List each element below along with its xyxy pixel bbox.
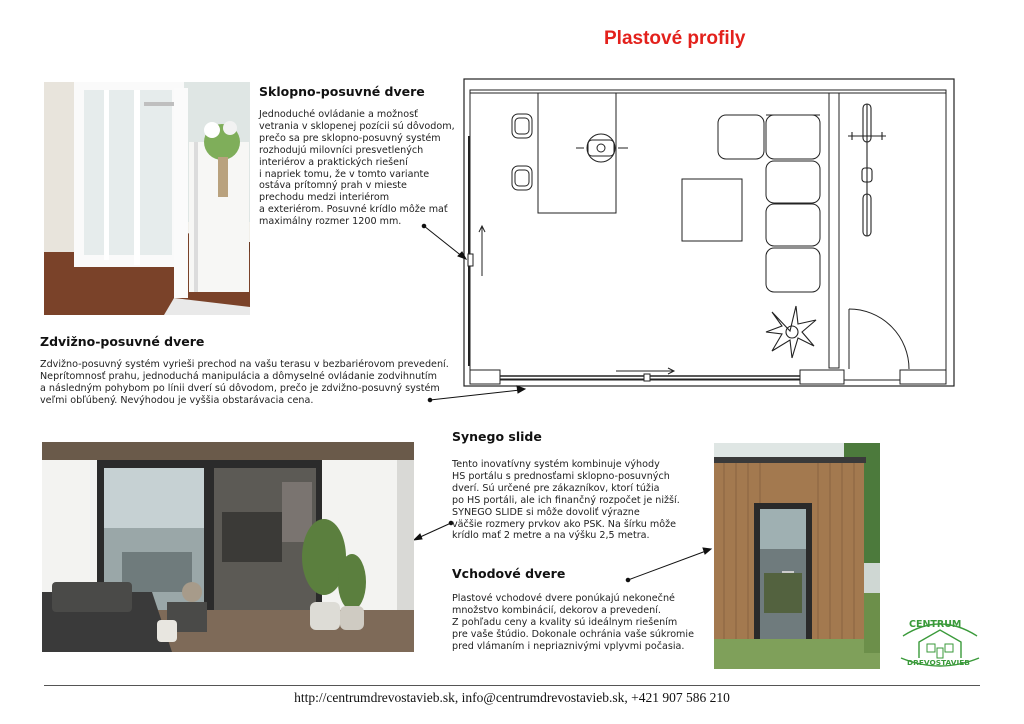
arrow-to-entrance-photo [626, 548, 711, 582]
arrow-to-lift-door [428, 386, 525, 402]
entrance-door-photo [714, 443, 880, 669]
page-title: Plastové profily [604, 28, 746, 49]
zdvizno-heading: Zdvižno-posuvné dvere [40, 334, 205, 349]
sklopno-text: Jednoduché ovládanie a možnosť vetrania v sklopenej pozícii sú dôvodom, prečo sa pre sklopno-posuvný systém rozhodujú milovníci presvetlených interiérov a praktických riešení i napriek tomu, že v tomto variante ostáva prítomný prah v mieste prechodu medzi interiérom a exteriérom. Posuvné krídlo môže mať maximálny rozmer 1200 mm. [259, 109, 455, 228]
arrow-to-tilt-door [422, 224, 466, 259]
footer-divider [44, 685, 980, 686]
vchodove-text: Plastové vchodové dvere ponúkajú nekonečné množstvo kombinácií, dekorov a prevedení. Z pohľadu ceny a kvality sú ideálnym riešením pre vaše štúdio. Dokonale ochránia vaše súkromie pred vlámaním i nepriaznivými vplyvmi počasia. [452, 593, 694, 652]
company-logo [893, 614, 987, 676]
zdvizno-text: Zdvižno-posuvný systém vyrieši prechod na vašu terasu v bezbariérovom prevedení. Neprítomnosť prahu, jednoduchá manipulácia a dômyselné ovládanie zodvihnutím a následným pohybom po línii dverí sú dôvodom, prečo je zdvižno-posuvný systém veľmi obľúbený. Nevýhodou je vyššia obstarávacia cena. [40, 359, 449, 406]
synego-text: Tento inovatívny systém kombinuje výhody HS portálu s prednosťami sklopno-posuvných dverí. Sú určené pre zákazníkov, ktorí túžia po HS portáli, ale ich finančný rozpočet je nižší. SYNEGO SLIDE si môže dovoliť výrazne väčšie rozmery prvkov ako PSK. Na šírku môže krídlo mať 2 metre a na výšku 2,5 metra. [452, 459, 680, 542]
vchodove-heading: Vchodové dvere [452, 566, 566, 581]
logo-text-bottom: DREVOSTAVIEB [907, 658, 970, 667]
sklopno-heading: Sklopno-posuvné dvere [259, 84, 425, 99]
synego-heading: Synego slide [452, 429, 542, 444]
logo-text-top: CENTRUM [909, 619, 962, 630]
footer-contact: http://centrumdrevostavieb.sk, info@centrumdrevostavieb.sk, +421 907 586 210 [294, 690, 730, 705]
synego-slide-photo [42, 442, 414, 652]
arrow-to-synego-photo [414, 521, 453, 540]
